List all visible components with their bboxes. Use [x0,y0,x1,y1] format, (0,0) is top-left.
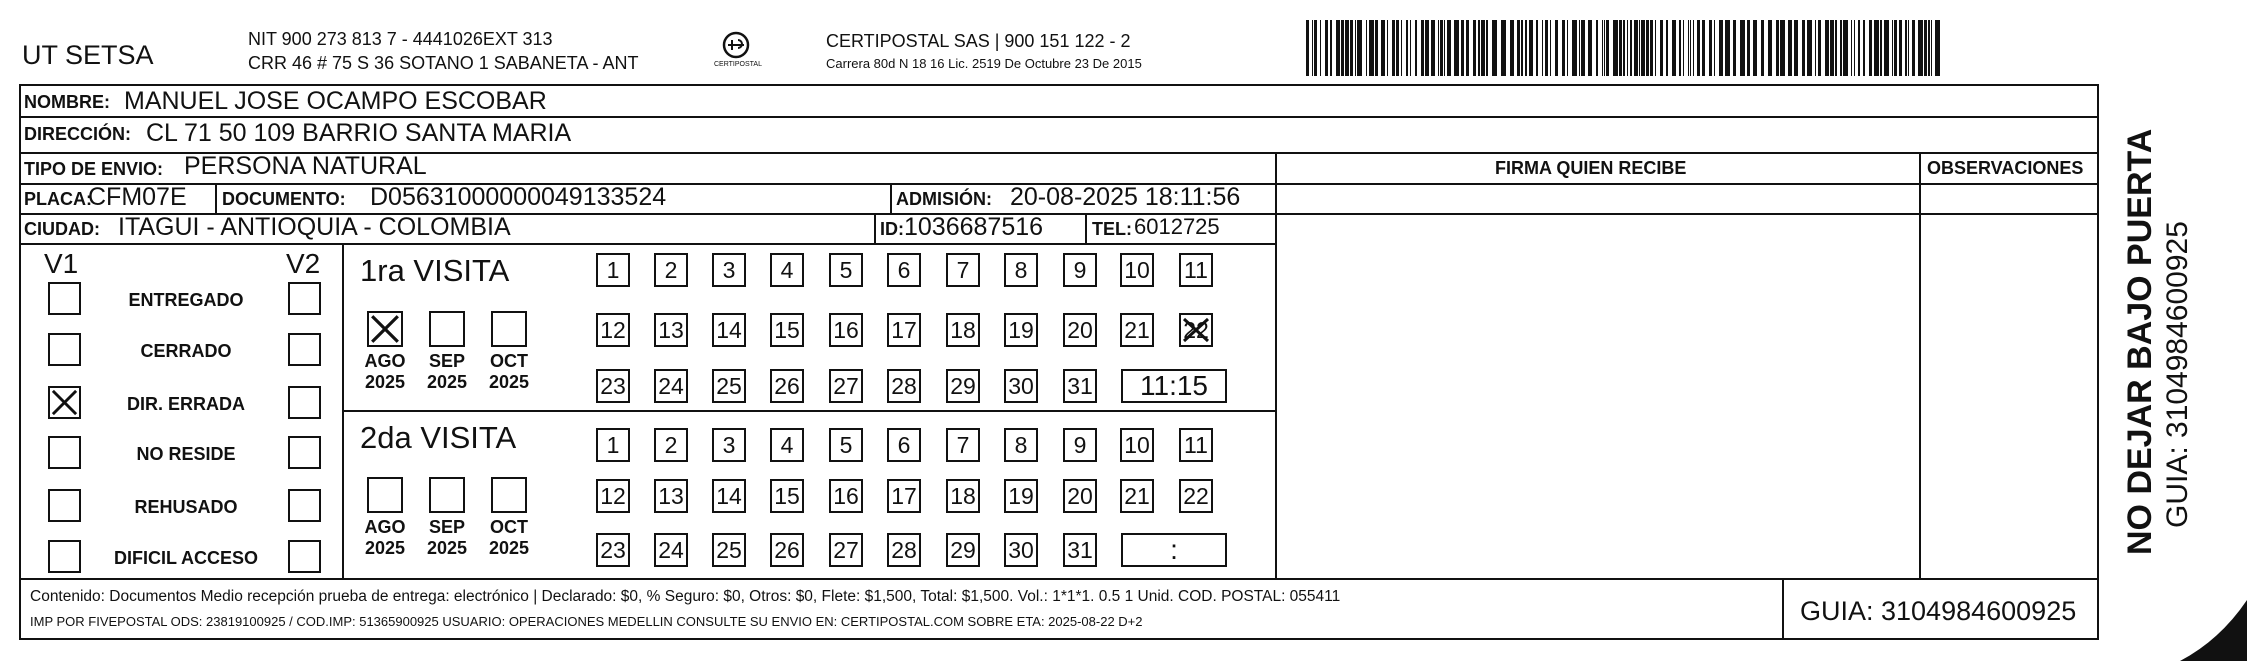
footer-guia: GUIA: 3104984600925 [1800,596,2077,626]
first-visit-day-box[interactable]: 25 [712,369,746,403]
first-visit-day-box[interactable]: 18 [946,313,980,347]
first-visit-day-box[interactable]: 21 [1120,313,1154,347]
second-visit-day-box[interactable]: 29 [946,533,980,567]
tipo-envio-label: TIPO DE ENVIO: [24,159,164,179]
direccion-label: DIRECCIÓN: [24,124,131,144]
ciudad-label: CIUDAD: [24,219,100,239]
v2-checkbox[interactable] [288,386,321,419]
second-visit-month-checkbox[interactable] [491,477,527,513]
status-label: CERRADO [140,341,232,361]
second-visit-day-box[interactable]: 3 [712,428,746,462]
ciudad-value: ITAGUI - ANTIOQUIA - COLOMBIA [118,213,511,241]
first-visit-month-checkbox[interactable] [367,311,403,347]
side-guia: GUIA: 3104984600925 [2161,221,2194,528]
v1-checkbox[interactable] [48,436,81,469]
address-line: CRR 46 # 75 S 36 SOTANO 1 SABANETA - ANT [248,53,639,73]
tel-value: 6012725 [1134,214,1220,239]
second-visit-day-box[interactable]: 26 [770,533,804,567]
v1-checkbox[interactable] [48,386,81,419]
first-visit-title: 1ra VISITA [360,253,510,288]
nit-line: NIT 900 273 813 7 - 4441026EXT 313 [248,29,553,49]
second-visit-day-box[interactable]: 19 [1004,479,1038,513]
status-label: DIFICIL ACCESO [113,548,258,568]
first-visit-day-box[interactable]: 22 [1179,313,1213,347]
second-visit-day-box[interactable]: 13 [654,479,688,513]
second-visit-day-box[interactable]: 24 [654,533,688,567]
placa-value: CFM07E [88,183,187,211]
second-visit-day-box[interactable]: 1 [596,428,630,462]
first-visit-day-box[interactable]: 27 [829,369,863,403]
first-visit-day-box[interactable]: 28 [887,369,921,403]
second-visit-day-box[interactable]: 22 [1179,479,1213,513]
direccion-value: CL 71 50 109 BARRIO SANTA MARIA [146,119,572,147]
certipostal-logo [712,30,760,76]
provider-license: Carrera 80d N 18 16 Lic. 2519 De Octubre 23 De 2015 [826,56,1142,71]
footer-printing-line: IMP POR FIVEPOSTAL ODS: 23819100925 / COD.IMP: 51365900925 USUARIO: OPERACIONES MEDELLIN CONSULTE SU ENVIO EN: CERTIPOSTAL.COM SOBRE ETA: 2025-08-22 D+2 [30,614,1143,629]
second-visit-day-box[interactable]: 16 [829,479,863,513]
first-visit-day-box[interactable]: 9 [1063,253,1097,287]
v2-checkbox[interactable] [288,282,321,315]
second-visit-day-box[interactable]: 6 [887,428,921,462]
id-value: 1036687516 [904,213,1044,241]
first-visit-month-label: OCT 2025 [488,351,530,392]
first-visit-day-box[interactable]: 12 [596,313,630,347]
first-visit-day-box[interactable]: 16 [829,313,863,347]
second-visit-day-box[interactable]: 21 [1120,479,1154,513]
status-label: NO RESIDE [136,444,236,464]
second-visit-day-box[interactable]: 15 [770,479,804,513]
first-visit-month-checkbox[interactable] [491,311,527,347]
second-visit-day-box[interactable]: 28 [887,533,921,567]
v1-checkbox[interactable] [48,489,81,522]
first-visit-day-box[interactable]: 15 [770,313,804,347]
second-visit-time-box[interactable]: : [1121,533,1227,567]
logo-text: CERTIPOSTAL [714,61,762,68]
company-name: UT SETSA [22,40,154,70]
tipo-envio-value: PERSONA NATURAL [184,152,427,180]
observaciones-header: OBSERVACIONES [1927,158,2084,178]
second-visit-day-box[interactable]: 10 [1120,428,1154,462]
page-corner [2180,600,2247,661]
second-visit-day-box[interactable]: 4 [770,428,804,462]
first-visit-day-box[interactable]: 4 [770,253,804,287]
first-visit-day-box[interactable]: 20 [1063,313,1097,347]
status-label: DIR. ERRADA [126,394,245,414]
first-visit-day-box[interactable]: 2 [654,253,688,287]
first-visit-day-box[interactable]: 10 [1120,253,1154,287]
first-visit-day-box[interactable]: 17 [887,313,921,347]
footer-contents-line: Contenido: Documentos Medio recepción prueba de entrega: electrónico | Declarado: $0, % Seguro: $0, Otros: $0, Flete: $1,500, Total: $1,500. Vol.: 1*1*1. 0.5 1 Unid. COD. POSTAL: 055411 [30,588,1341,605]
first-visit-day-box[interactable]: 5 [829,253,863,287]
second-visit-day-box[interactable]: 9 [1063,428,1097,462]
first-visit-day-box[interactable]: 8 [1004,253,1038,287]
first-visit-month-label: SEP 2025 [426,351,468,392]
second-visit-day-box[interactable]: 12 [596,479,630,513]
v2-label: V2 [286,248,321,279]
second-visit-day-box[interactable]: 27 [829,533,863,567]
v2-checkbox[interactable] [288,436,321,469]
v1-checkbox[interactable] [48,540,81,573]
placa-label: PLACA: [24,189,92,209]
second-visit-month-label: AGO 2025 [364,517,406,558]
second-visit-day-box[interactable]: 20 [1063,479,1097,513]
second-visit-day-box[interactable]: 7 [946,428,980,462]
barcode-image [1306,20,1942,76]
second-visit-day-box[interactable]: 31 [1063,533,1097,567]
firma-header: FIRMA QUIEN RECIBE [1495,158,1687,178]
status-label: REHUSADO [134,497,238,517]
v2-checkbox[interactable] [288,489,321,522]
admision-value: 20-08-2025 18:11:56 [1010,183,1241,211]
v1-checkbox[interactable] [48,333,81,366]
documento-value: D05631000000049133524 [370,183,667,211]
first-visit-day-box[interactable]: 29 [946,369,980,403]
v1-label: V1 [44,248,79,279]
second-visit-day-box[interactable]: 2 [654,428,688,462]
nombre-value: MANUEL JOSE OCAMPO ESCOBAR [124,87,547,115]
first-visit-day-box[interactable]: 19 [1004,313,1038,347]
second-visit-month-label: SEP 2025 [426,517,468,558]
first-visit-day-box[interactable]: 23 [596,369,630,403]
second-visit-title: 2da VISITA [360,420,517,455]
second-visit-month-checkbox[interactable] [367,477,403,513]
first-visit-month-label: AGO 2025 [364,351,406,392]
second-visit-day-box[interactable]: 5 [829,428,863,462]
first-visit-time-box[interactable]: 11:15 [1121,369,1227,403]
first-visit-day-box[interactable]: 6 [887,253,921,287]
documento-label: DOCUMENTO: [222,189,346,209]
provider-line: CERTIPOSTAL SAS | 900 151 122 - 2 [826,31,1131,51]
second-visit-day-box[interactable]: 8 [1004,428,1038,462]
second-visit-month-checkbox[interactable] [429,477,465,513]
first-visit-day-box[interactable]: 1 [596,253,630,287]
first-visit-day-box[interactable]: 11 [1179,253,1213,287]
second-visit-month-label: OCT 2025 [488,517,530,558]
nombre-label: NOMBRE: [24,92,110,112]
second-visit-day-box[interactable]: 23 [596,533,630,567]
v1-checkbox[interactable] [48,282,81,315]
second-visit-day-box[interactable]: 18 [946,479,980,513]
id-label: ID: [880,219,904,239]
side-notice: NO DEJAR BAJO PUERTA [2121,128,2159,555]
second-visit-day-box[interactable]: 11 [1179,428,1213,462]
first-visit-day-box[interactable]: 24 [654,369,688,403]
second-visit-day-box[interactable]: 17 [887,479,921,513]
second-visit-day-box[interactable]: 14 [712,479,746,513]
v2-checkbox[interactable] [288,540,321,573]
first-visit-day-box[interactable]: 7 [946,253,980,287]
first-visit-day-box[interactable]: 14 [712,313,746,347]
tel-label: TEL: [1092,219,1132,239]
first-visit-month-checkbox[interactable] [429,311,465,347]
status-label: ENTREGADO [128,290,244,310]
first-visit-day-box[interactable]: 26 [770,369,804,403]
second-visit-day-box[interactable]: 25 [712,533,746,567]
v2-checkbox[interactable] [288,333,321,366]
admision-label: ADMISIÓN: [896,189,992,209]
second-visit-day-box[interactable]: 30 [1004,533,1038,567]
first-visit-day-box[interactable]: 13 [654,313,688,347]
first-visit-day-box[interactable]: 31 [1063,369,1097,403]
first-visit-day-box[interactable]: 30 [1004,369,1038,403]
first-visit-day-box[interactable]: 3 [712,253,746,287]
